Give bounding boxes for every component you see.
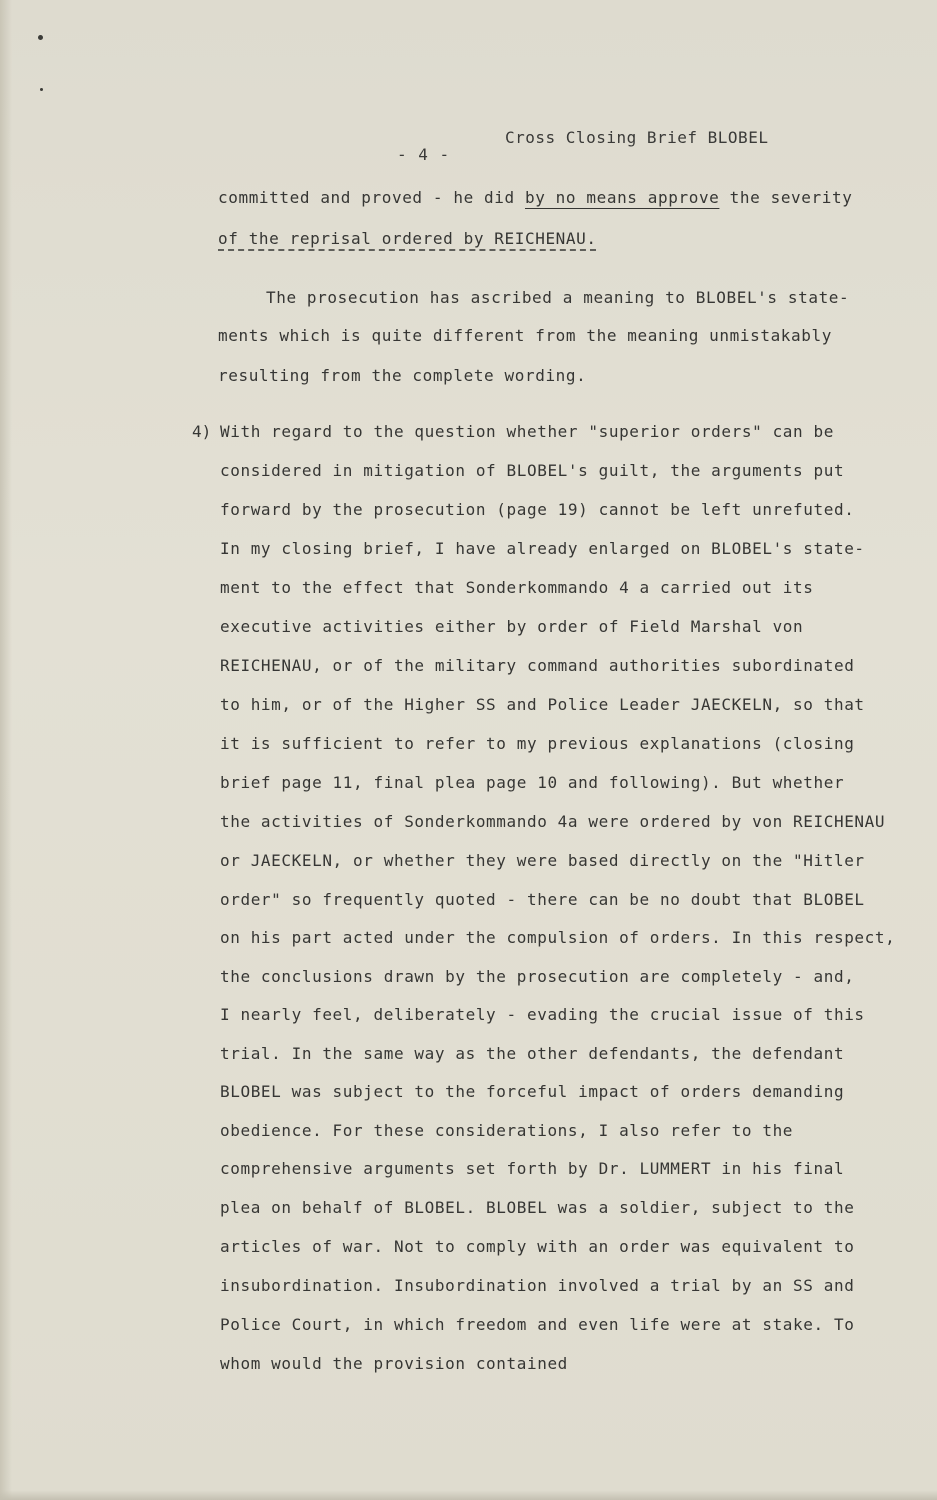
text-line: With regard to the question whether "superior orders" can be (220, 422, 834, 441)
text-line: resulting from the complete wording. (218, 366, 587, 385)
text-line: order" so frequently quoted - there can be no doubt that BLOBEL (220, 890, 865, 909)
text-line (218, 229, 597, 248)
page-number: - 4 - (397, 145, 451, 164)
text-line: to him, or of the Higher SS and Police Leader JAECKELN, so that (220, 695, 865, 714)
text-line: I nearly feel, deliberately - evading the crucial issue of this (220, 1005, 865, 1024)
paper-edge-bottom (0, 1490, 937, 1500)
text-line: comprehensive arguments set forth by Dr. LUMMERT in his final (220, 1159, 845, 1178)
list-item-marker: 4) (192, 422, 212, 441)
text-line: whom would the provision contained (220, 1354, 568, 1373)
text-line: BLOBEL was subject to the forceful impact of orders demanding (220, 1082, 845, 1101)
text-line (218, 188, 852, 207)
text-segment: committed and proved - he did (218, 188, 525, 207)
text-line: executive activities either by order of Field Marshal von (220, 617, 804, 636)
text-line: the conclusions drawn by the prosecution are completely - and, (220, 967, 855, 986)
underlined-phrase: of the reprisal ordered by REICHENAU. (218, 229, 597, 248)
paper-edge-left (0, 0, 12, 1500)
text-line: it is sufficient to refer to my previous explanations (closing (220, 734, 855, 753)
document-header-title: Cross Closing Brief BLOBEL (505, 128, 769, 147)
punch-mark (38, 35, 43, 40)
text-line: forward by the prosecution (page 19) cannot be left unrefuted. (220, 500, 855, 519)
text-segment: the severity (719, 188, 853, 207)
text-line: Police Court, in which freedom and even life were at stake. To (220, 1315, 855, 1334)
text-line: REICHENAU, or of the military command authorities subordinated (220, 656, 855, 675)
text-line: trial. In the same way as the other defendants, the defendant (220, 1044, 845, 1063)
text-line: obedience. For these considerations, I also refer to the (220, 1121, 794, 1140)
underlined-phrase: by no means approve (524, 188, 720, 207)
punch-mark-small (40, 88, 43, 91)
text-line: the activities of Sonderkommando 4a were ordered by von REICHENAU (220, 812, 886, 831)
text-line: on his part acted under the compulsion of orders. In this respect, (220, 928, 896, 947)
text-line: plea on behalf of BLOBEL. BLOBEL was a soldier, subject to the (220, 1198, 855, 1217)
text-line: ment to the effect that Sonderkommando 4 a carried out its (220, 578, 814, 597)
text-line: The prosecution has ascribed a meaning to BLOBEL's state- (266, 288, 850, 307)
text-line: insubordination. Insubordination involved a trial by an SS and (220, 1276, 855, 1295)
text-line: ments which is quite different from the meaning unmistakably (218, 326, 832, 345)
text-line: brief page 11, final plea page 10 and following). But whether (220, 773, 845, 792)
text-line: In my closing brief, I have already enlarged on BLOBEL's state- (220, 539, 865, 558)
text-line: articles of war. Not to comply with an order was equivalent to (220, 1237, 855, 1256)
text-line: considered in mitigation of BLOBEL's guilt, the arguments put (220, 461, 845, 480)
text-line: or JAECKELN, or whether they were based directly on the "Hitler (220, 851, 865, 870)
